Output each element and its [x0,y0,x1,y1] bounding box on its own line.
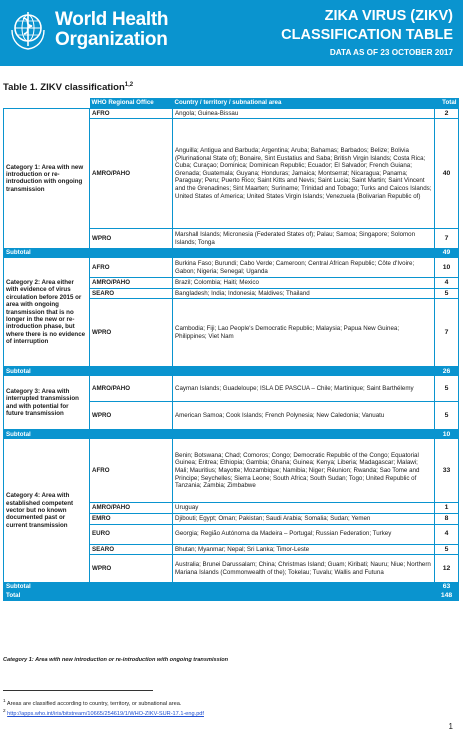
total-cell: 12 [435,555,459,583]
table-row [4,108,459,119]
region-cell: AMRO/PAHO [90,119,173,229]
subtotal-label: Subtotal [4,367,435,376]
subtotal-label: Subtotal [4,249,435,258]
category-label: Category 1: Area with new introduction or re-introduction with ongoing transmission [4,108,90,249]
title-line2: CLASSIFICATION TABLE [281,27,453,43]
region-cell: AMRO/PAHO [90,278,173,289]
countries-cell: Burkina Faso; Burundi; Cabo Verde; Cameroon; Central African Republic; Côte d'Ivoire; Gabon; Nigeria; Senegal; Uganda [173,258,435,278]
total-cell: 5 [435,288,459,299]
total-cell: 5 [435,544,459,555]
countries-cell: Bhutan; Myanmar; Nepal; Sri Lanka; Timor-Leste [173,544,435,555]
subtotal-label: Subtotal [4,430,435,439]
countries-cell: Benin; Botswana; Chad; Comoros; Congo; Democratic Republic of the Congo; Equatorial Guinea; Eritrea; Ethiopia; Gambia; Ghana; Guinea; Kenya; Liberia; Madagascar; Malawi; Mali; Mauritius; Mayotte; Mozambique; Namibia; Niger; Réunion; Rwanda; Sao Tome and Principe; Seychelles; Sierra Leone; South Africa; South Sudan; Togo; United Republic of Tanzania; Zambia; Zimbabwe [173,439,435,503]
region-cell: WPRO [90,555,173,583]
who-emblem-icon [6,8,50,52]
countries-cell: Marshall Islands; Micronesia (Federated States of); Palau; Samoa; Singapore; Solomon Islands; Tonga [173,229,435,249]
classification-table [3,98,459,601]
footnote-2-mark: 2 [3,708,6,713]
subtotal-row [4,583,459,592]
countries-cell: Cayman Islands; Guadeloupe; ISLA DE PASCUA – Chile; Martinique; Saint Barthélemy [173,376,435,402]
countries-cell: Georgia; Região Autónoma da Madeira – Portugal; Russian Federation; Turkey [173,524,435,544]
countries-cell: Anguilla; Antigua and Barbuda; Argentina; Aruba; Bahamas; Barbados; Belize; Bolivia (Plurinational State of); Bonaire, Sint Eustatius and Saba; British Virgin Islands; Costa Rica; Cuba; Curaçao; Dominica; Dominican Republic; Ecuador; El Salvador; French Guiana; Grenada; Guatemala; Guyana; Honduras; Jamaica; Montserrat; Nicaragua; Panama; Paraguay; Peru; Puerto Rico; Saint Kitts and Nevis; Saint Lucia; Saint Martin; Saint Vincent and the Grenadines; Sint Maarten; Suriname; Trinidad and Tobago; Turks and Caicos Islands; United States of America; United States Virgin Islands; Venezuela (Bolivarian Republic of) [173,119,435,229]
countries-cell: Bangladesh; India; Indonesia; Maldives; Thailand [173,288,435,299]
table-title [3,82,133,93]
region-cell: SEARO [90,544,173,555]
countries-cell: Djibouti; Egypt; Oman; Pakistan; Saudi Arabia; Somalia; Sudan; Yemen [173,513,435,524]
org-name-line1: World Health [55,9,169,30]
region-cell: AMRO/PAHO [90,503,173,514]
total-cell: 7 [435,229,459,249]
total-cell: 1 [435,503,459,514]
footnote-divider [3,690,153,691]
document-title [281,7,453,59]
table-title-footnote-marks: 1,2 [124,82,134,88]
total-cell: 40 [435,119,459,229]
region-cell: AFRO [90,439,173,503]
table-row [4,258,459,278]
col-header-office: WHO Regional Office [90,98,173,108]
total-cell: 2 [435,108,459,119]
total-cell: 5 [435,402,459,430]
countries-cell: American Samoa; Cook Islands; French Polynesia; New Caledonia; Vanuatu [173,402,435,430]
region-cell: SEARO [90,288,173,299]
table-header-row [4,98,459,108]
page-number: 1 [448,722,453,731]
who-logo [6,8,168,52]
subtotal-value: 63 [435,583,459,592]
total-cell: 8 [435,513,459,524]
title-line1: ZIKA VIRUS (ZIKV) [324,8,453,24]
subtotal-value: 26 [435,367,459,376]
total-cell: 10 [435,258,459,278]
data-date: DATA AS OF 23 OCTOBER 2017 [329,48,453,57]
grand-total-row [4,592,459,601]
subtotal-row [4,430,459,439]
region-cell: WPRO [90,229,173,249]
countries-cell: Cambodia; Fiji; Lao People's Democratic Republic; Malaysia; Papua New Guinea; Philippines; Viet Nam [173,299,435,367]
table-title-text: Table 1. ZIKV classification [3,82,125,94]
countries-cell: Uruguay [173,503,435,514]
category-label: Category 2: Area either with evidence of virus circulation before 2015 or area with ongoing transmission that is no longer in the new or re-introduction phase, but where there is no evidence of interruption [4,258,90,367]
footnote-2-link[interactable]: http://apps.who.int/iris/bitstream/10665/254619/1/WHO-ZIKV-SUR-17.1-eng.pdf [7,710,204,717]
grand-total-label: Total [4,592,435,601]
subtotal-row [4,367,459,376]
org-name-line2: Organization [55,29,168,50]
total-cell: 5 [435,376,459,402]
region-cell: AMRO/PAHO [90,376,173,402]
total-cell: 7 [435,299,459,367]
region-cell: WPRO [90,299,173,367]
countries-cell: Brazil; Colombia; Haiti; Mexico [173,278,435,289]
total-cell: 33 [435,439,459,503]
total-cell: 4 [435,524,459,544]
col-header-total: Total [435,98,459,108]
region-cell: AFRO [90,258,173,278]
category-label: Category 4: Area with established competent vector but no known documented past or current transmission [4,439,90,583]
subtotal-value: 10 [435,430,459,439]
category-label: Category 3: Area with interrupted transmission and with potential for future transmission [4,376,90,430]
org-name [55,10,168,50]
countries-cell: Australia; Brunei Darussalam; China; Christmas Island; Guam; Kiribati; Nauru; Niue; Northern Mariana Islands (Commonwealth of the); Tokelau; Tuvalu; Wallis and Futuna [173,555,435,583]
category-footnote: Category 1: Area with new introduction or re-introduction with ongoing transmission [3,657,229,663]
grand-total-value: 148 [435,592,459,601]
col-header-country: Country / territory / subnational area [173,98,435,108]
region-cell: EURO [90,524,173,544]
region-cell: WPRO [90,402,173,430]
footnote-1-text: Areas are classified according to country, territory, or subnational area. [6,700,182,707]
subtotal-label: Subtotal [4,583,435,592]
footnote-2 [3,707,204,718]
page-header [0,0,463,66]
total-cell: 4 [435,278,459,289]
subtotal-row [4,249,459,258]
countries-cell: Angola; Guinea-Bissau [173,108,435,119]
region-cell: EMRO [90,513,173,524]
table-row [4,439,459,503]
footnote-1-mark: 1 [3,698,6,703]
region-cell: AFRO [90,108,173,119]
subtotal-value: 49 [435,249,459,258]
table-row [4,376,459,402]
